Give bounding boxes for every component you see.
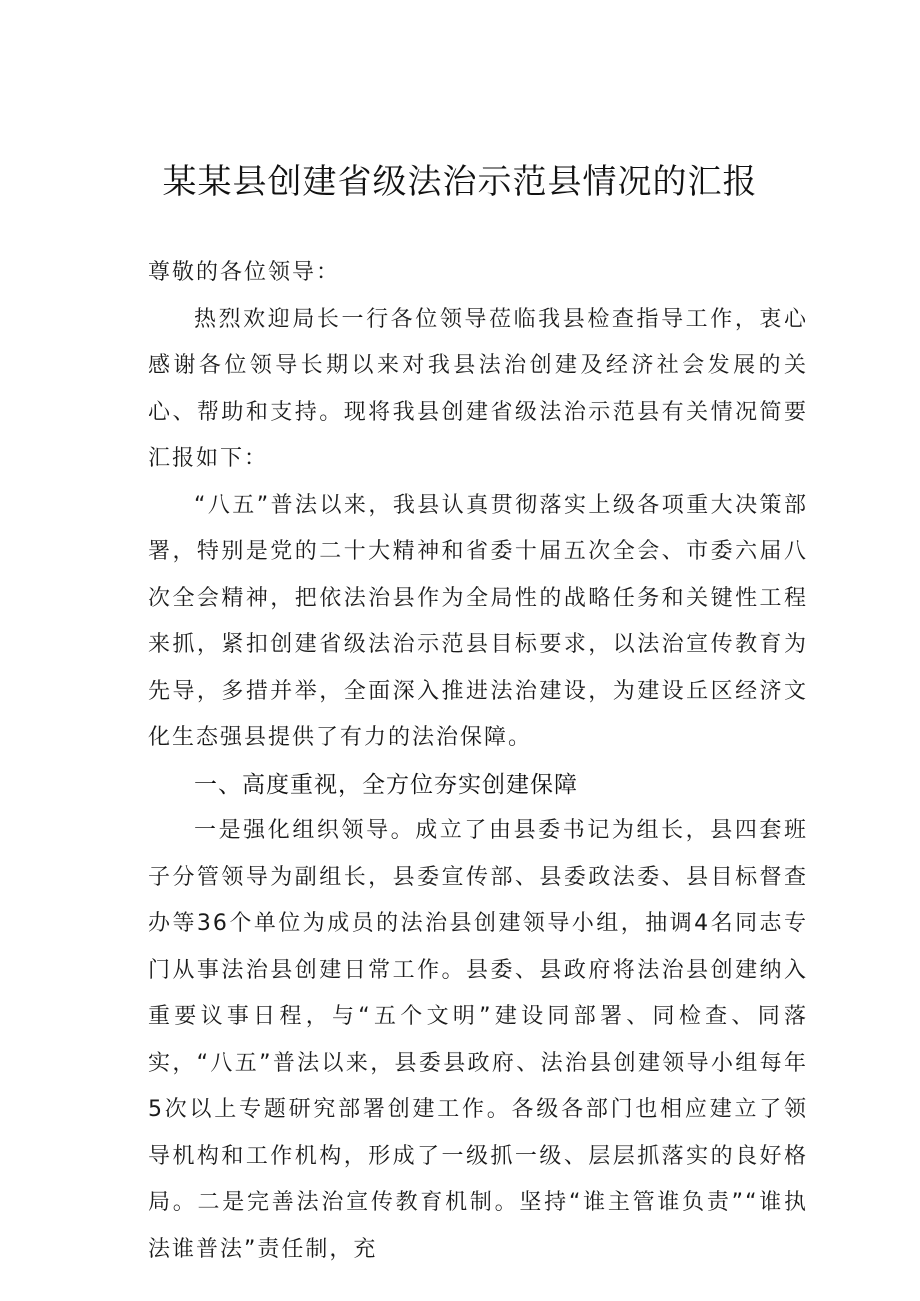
section-heading: 一、高度重视，全方位夯实创建保障 xyxy=(194,771,578,798)
document-title: 某某县创建省级法治示范县情况的汇报 xyxy=(162,162,758,202)
document-body xyxy=(148,250,808,1273)
salutation: 尊敬的各位领导： xyxy=(148,260,341,285)
paragraph-section-one: 一是强化组织领导。成立了由县委书记为组长，县四套班子分管领导为副组长，县委宣传部、县委政法委、县目标督查办等36个单位为成员的法治县创建领导小组，抽调4名同志专门从事法治县创建日常工作。县委、县政府将法治县创建纳入重要议事日程，与“五个文明”建设同部署、同检查、同落实，“八五”普法以来，县委县政府、法治县创建领导小组每年5次以上专题研究部署创建工作。各级各部门也相应建立了领导机构和工作机构，形成了一级抓一级、层层抓落实的良好格局。二是完善法治宣传教育机制。坚持“谁主管谁负责”“谁执法谁普法”责任制，充 xyxy=(148,818,808,1262)
paragraph-overview: “八五”普法以来，我县认真贯彻落实上级各项重大决策部署，特别是党的二十大精神和省委十届五次全会、市委六届八次全会精神，把依法治县作为全局性的战略任务和关键性工程来抓，紧扣创建省级法治示范县目标要求，以法治宣传教育为先导，多措并举，全面深入推进法治建设，为建设丘区经济文化生态强县提供了有力的法治保障。 xyxy=(148,492,808,750)
paragraph-welcome: 热烈欢迎局长一行各位领导莅临我县检查指导工作，衷心感谢各位领导长期以来对我县法治创建及经济社会发展的关心、帮助和支持。现将我县创建省级法治示范县有关情况简要汇报如下： xyxy=(148,306,808,471)
